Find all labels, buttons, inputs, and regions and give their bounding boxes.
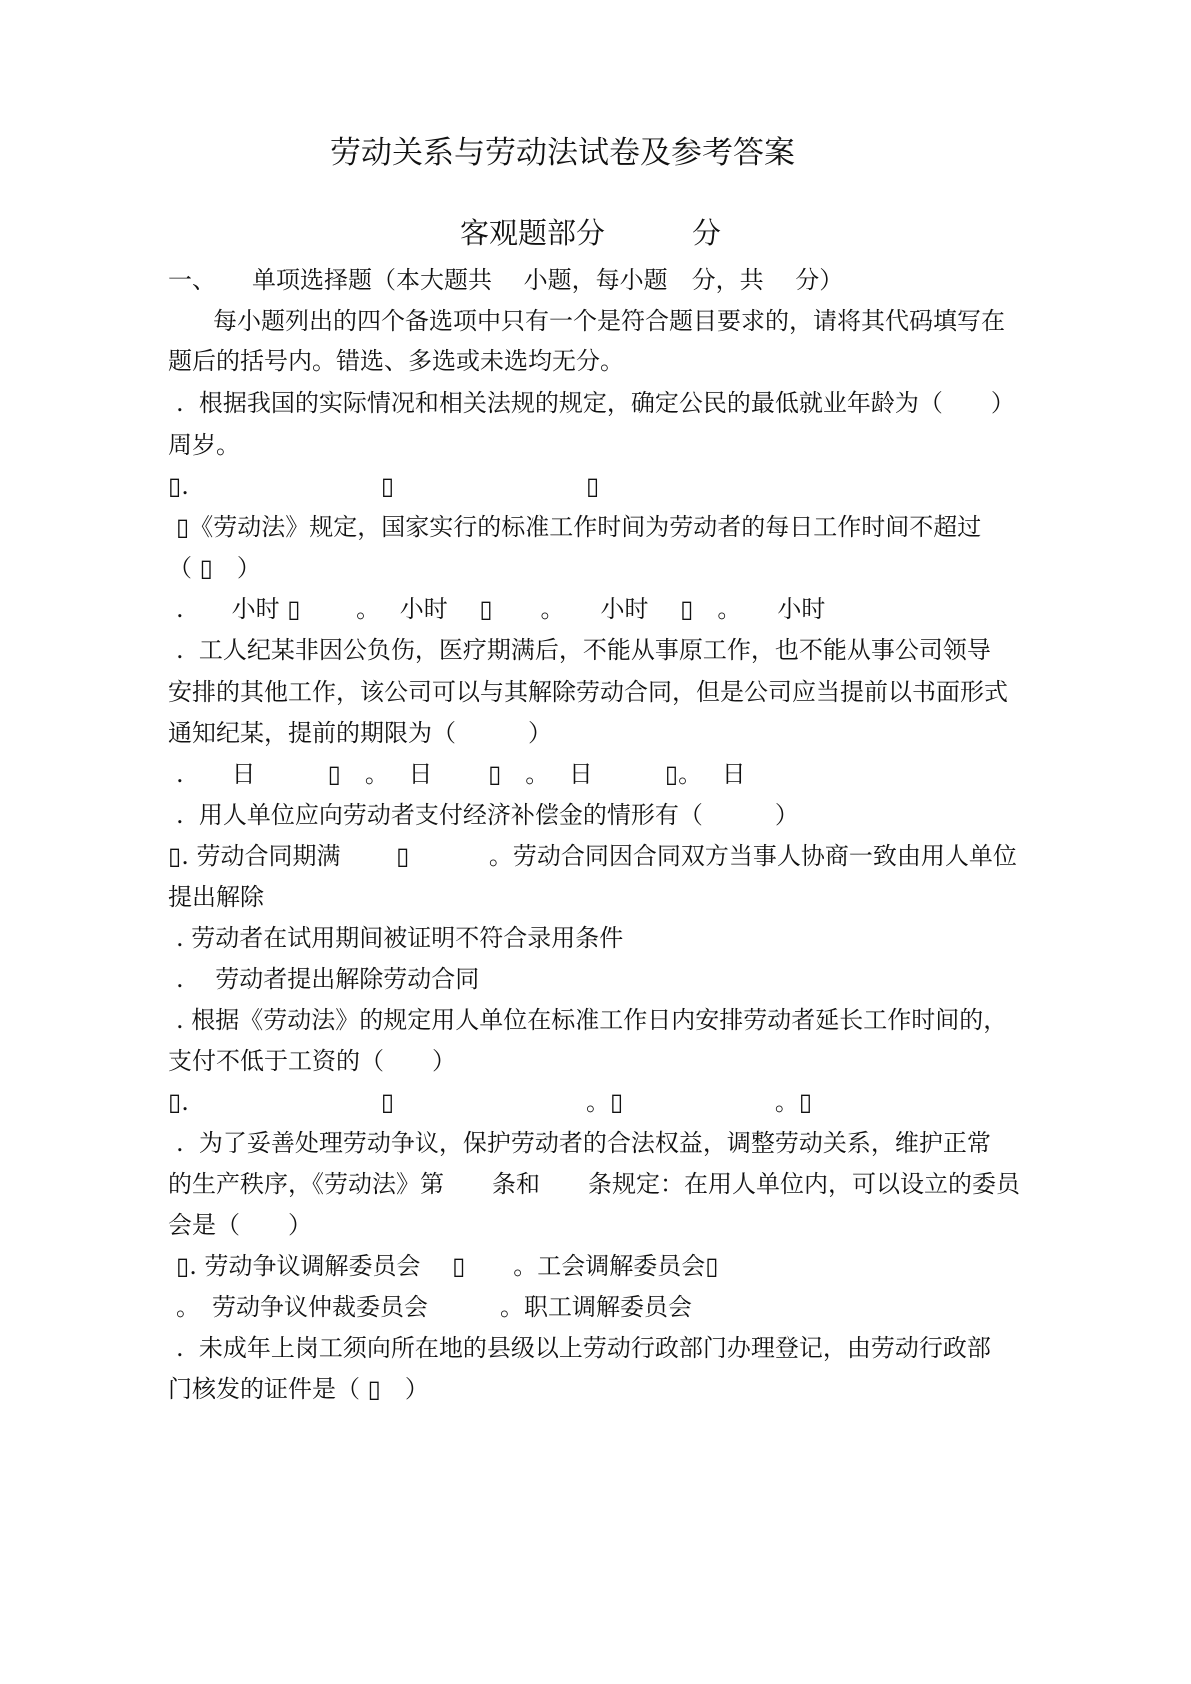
instruction-line: 每小题列出的四个备选项中只有一个是符合题目要求的，请将其代码填写在 bbox=[213, 307, 1005, 335]
question-text: . 用人单位应向劳动者支付经济补偿金的情形有（ ） bbox=[176, 801, 799, 829]
question-text: . 未成年上岗工须向所在地的县级以上劳动行政部门办理登记，由劳动行政部 bbox=[176, 1334, 991, 1362]
answer-options: ▯. ▯ 。▯ 。▯ bbox=[168, 1088, 813, 1116]
section-heading: 客观题部分 分 bbox=[460, 216, 722, 250]
question-text: . 工人纪某非因公负伤，医疗期满后，不能从事原工作，也不能从事公司领导 bbox=[176, 636, 991, 664]
answer-options: 提出解除 bbox=[168, 883, 264, 911]
question-text: 支付不低于工资的（ ） bbox=[168, 1047, 456, 1075]
answer-options: . 劳动者在试用期间被证明不符合录用条件 bbox=[176, 924, 624, 952]
answer-options: . 劳动者提出解除劳动合同 bbox=[176, 965, 480, 993]
instruction-line: 题后的括号内。错选、多选或未选均无分。 bbox=[168, 347, 624, 375]
question-text: 周岁。 bbox=[168, 431, 240, 459]
question-text: 安排的其他工作，该公司可以与其解除劳动合同，但是公司应当提前以书面形式 bbox=[168, 678, 1008, 706]
question-text: . 根据《劳动法》的规定用人单位在标准工作日内安排劳动者延长工作时间的， bbox=[176, 1006, 1008, 1034]
answer-options: ▯. 劳动合同期满 ▯ 。劳动合同因合同双方当事人协商一致由用人单位 bbox=[168, 842, 1017, 870]
answer-options: . 日 ▯ 。 日 ▯ 。 日 ▯。 日 bbox=[176, 760, 746, 788]
question-text: . 为了妥善处理劳动争议，保护劳动者的合法权益，调整劳动关系，维护正常 bbox=[176, 1129, 991, 1157]
answer-options: 。 劳动争议仲裁委员会 。职工调解委员会 bbox=[176, 1293, 692, 1321]
question-text: . 根据我国的实际情况和相关法规的规定，确定公民的最低就业年龄为（ ） bbox=[176, 389, 1015, 417]
answer-options: ▯. 劳动争议调解委员会 ▯ 。工会调解委员会▯ bbox=[176, 1252, 719, 1280]
question-text: ▯《劳动法》规定，国家实行的标准工作时间为劳动者的每日工作时间不超过 bbox=[176, 513, 982, 541]
question-text: 会是（ ） bbox=[168, 1211, 312, 1239]
question-text: （ ▯ ） bbox=[168, 554, 261, 582]
question-text: 的生产秩序，《劳动法》第 条和 条规定：在用人单位内，可以设立的委员 bbox=[168, 1170, 1020, 1198]
question-section-heading: 一、 单项选择题（本大题共 小题，每小题 分，共 分） bbox=[168, 266, 844, 294]
answer-options: . 小时 ▯ 。 小时 ▯ 。 小时 ▯ 。 小时 bbox=[176, 595, 826, 623]
answer-options: ▯. ▯ ▯ bbox=[168, 472, 600, 500]
question-text: 通知纪某，提前的期限为（ ） bbox=[168, 719, 552, 747]
page-title: 劳动关系与劳动法试卷及参考答案 bbox=[330, 135, 795, 171]
question-text: 门核发的证件是（ ▯ ） bbox=[168, 1375, 429, 1403]
